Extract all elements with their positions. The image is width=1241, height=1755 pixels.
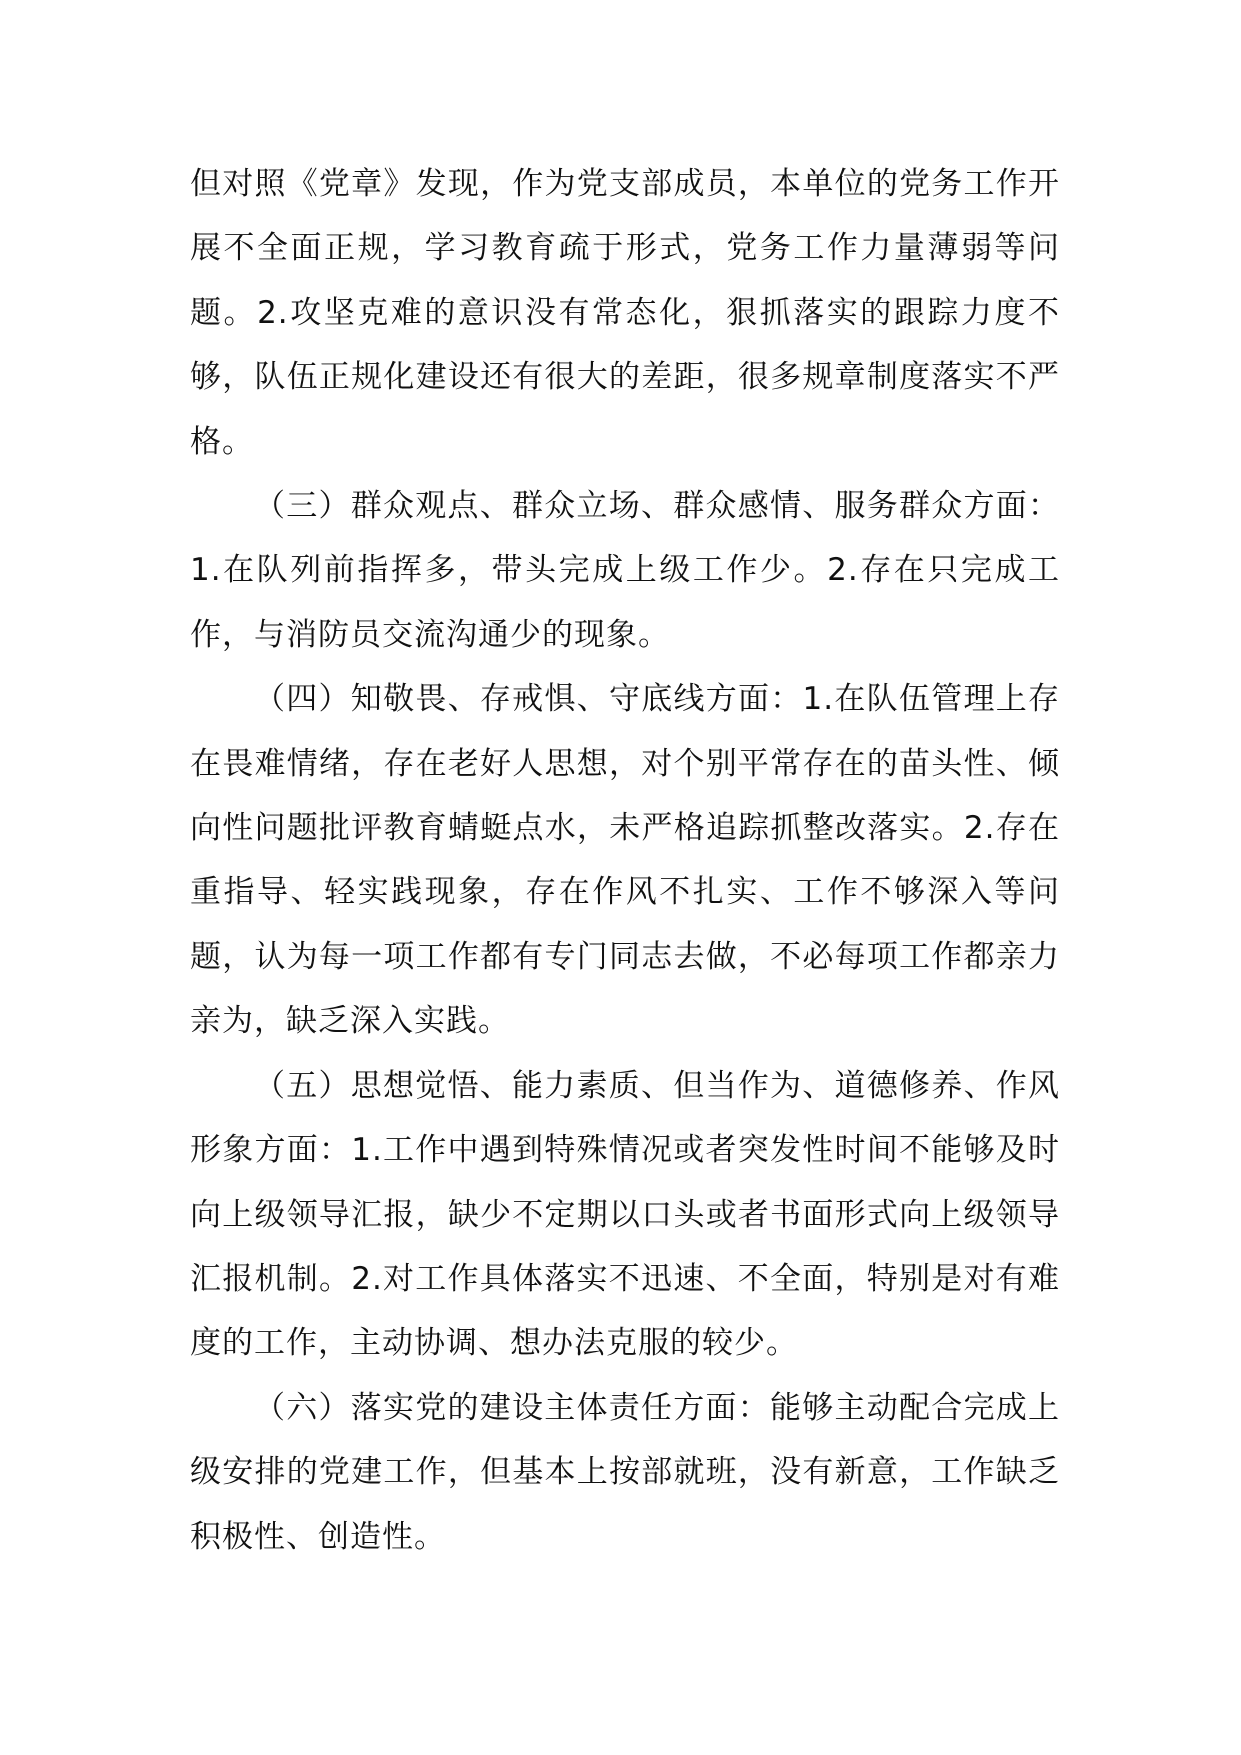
paragraph-section-four: （四）知敬畏、存戒惧、守底线方面：1.在队伍管理上存在畏难情绪，存在老好人思想，对个别平常存在的苗头性、倾向性问题批评教育蜻蜓点水，未严格追踪抓整改落实。2.存在重指导、轻实践现象，存在作风不扎实、工作不够深入等问题，认为每一项工作都有专门同志去做，不必每项工作都亲力亲为，缺乏深入实践。 [190, 681, 1060, 1040]
paragraph-section-five: （五）思想觉悟、能力素质、但当作为、道德修养、作风形象方面：1.工作中遇到特殊情况或者突发性时间不能够及时向上级领导汇报，缺少不定期以口头或者书面形式向上级领导汇报机制。2.对工作具体落实不迅速、不全面，特别是对有难度的工作，主动协调、想办法克服的较少。 [190, 1067, 1060, 1362]
paragraph-section-six: （六）落实党的建设主体责任方面：能够主动配合完成上级安排的党建工作，但基本上按部就班，没有新意，工作缺乏积极性、创造性。 [190, 1389, 1060, 1555]
paragraph-section-three: （三）群众观点、群众立场、群众感情、服务群众方面：1.在队列前指挥多，带头完成上级工作少。2.存在只完成工作，与消防员交流沟通少的现象。 [190, 488, 1060, 653]
document-body [190, 152, 1060, 1569]
paragraph-continuation: 但对照《党章》发现，作为党支部成员，本单位的党务工作开展不全面正规，学习教育疏于形式，党务工作力量薄弱等问题。2.攻坚克难的意识没有常态化，狠抓落实的跟踪力度不够，队伍正规化建设还有很大的差距，很多规章制度落实不严格。 [190, 166, 1060, 460]
